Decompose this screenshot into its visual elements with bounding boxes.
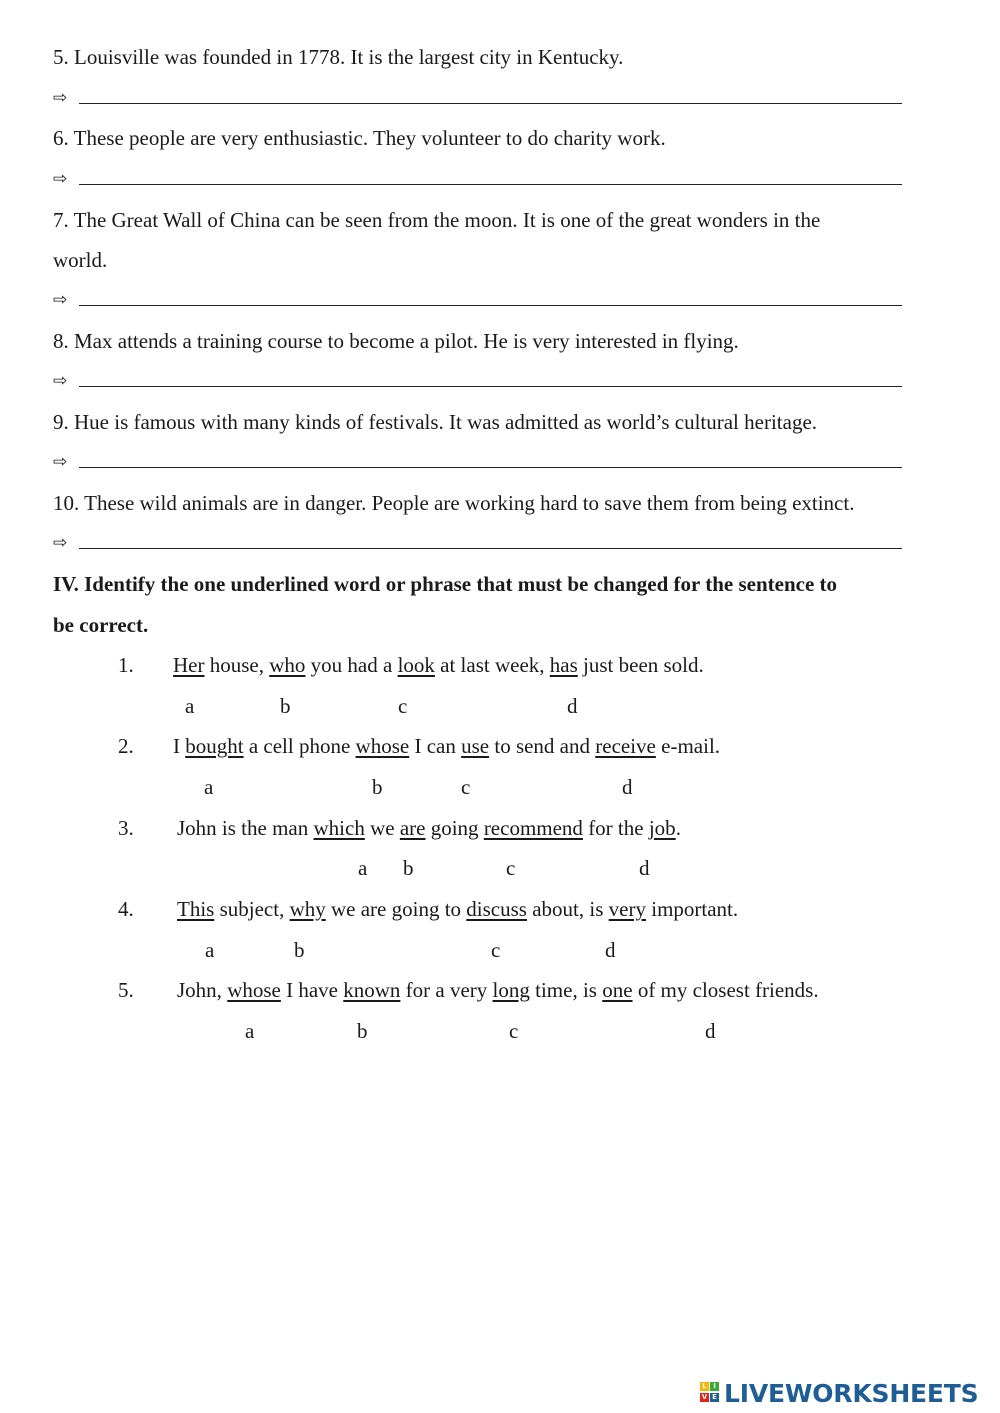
underlined-option: This (177, 897, 215, 921)
question-5 (177, 978, 819, 1002)
arrow-icon: ⇨ (53, 88, 68, 108)
question-number: 1. (118, 653, 134, 677)
answer-row-7 (53, 288, 933, 312)
question-number: 5. (118, 978, 134, 1002)
sentence-text: . (675, 816, 681, 840)
question-number: 3. (118, 816, 134, 840)
option-label-d[interactable]: d (639, 856, 650, 880)
answer-line-8[interactable] (79, 386, 902, 387)
answer-row-10 (53, 531, 933, 555)
sentence-text: house, (204, 653, 270, 677)
underlined-option: which (313, 816, 365, 840)
option-label-b[interactable]: b (294, 938, 305, 962)
underlined-option: use (461, 734, 490, 758)
question-number: 2. (118, 734, 134, 758)
underlined-option: who (269, 653, 306, 677)
option-label-d[interactable]: d (605, 938, 616, 962)
underlined-option: why (289, 897, 326, 921)
sentence-5: 5. Louisville was founded in 1778. It is the largest city in Kentucky. (53, 45, 624, 69)
logo-letter: E (710, 1393, 719, 1402)
answer-line-9[interactable] (79, 467, 902, 468)
arrow-icon: ⇨ (53, 371, 68, 391)
sentence-text: John, (177, 978, 228, 1002)
underlined-option: bought (185, 734, 244, 758)
sentence-7-cont: world. (53, 248, 108, 272)
sentence-text: we are going to (325, 897, 467, 921)
question-3 (177, 816, 681, 840)
underlined-option: has (549, 653, 578, 677)
sentence-text: you had a (305, 653, 398, 677)
section-4-heading-cont: be correct. (53, 613, 149, 637)
option-label-c[interactable]: c (398, 694, 408, 718)
option-label-a[interactable]: a (245, 1019, 255, 1043)
underlined-option: discuss (466, 897, 527, 921)
sentence-text: John is the man (177, 816, 314, 840)
sentence-text: a cell phone (243, 734, 356, 758)
underlined-option: recommend (483, 816, 583, 840)
option-label-b[interactable]: b (357, 1019, 368, 1043)
sentence-text: at last week, (434, 653, 550, 677)
underlined-option: are (399, 816, 426, 840)
sentence-text: time, is (529, 978, 603, 1002)
option-label-c[interactable]: c (461, 775, 471, 799)
section-4-heading: IV. Identify the one underlined word or phrase that must be changed for the sentence to (53, 572, 838, 596)
underlined-option: whose (227, 978, 281, 1002)
sentence-text: e-mail. (655, 734, 721, 758)
liveworksheets-logo (698, 1378, 978, 1408)
option-label-a[interactable]: a (358, 856, 368, 880)
sentence-10: 10. These wild animals are in danger. People are working hard to save them from being extinct. (53, 491, 855, 515)
sentence-text: subject, (214, 897, 290, 921)
sentence-text: to send and (489, 734, 596, 758)
option-label-c[interactable]: c (506, 856, 516, 880)
underlined-option: receive (595, 734, 656, 758)
underlined-option: very (608, 897, 646, 921)
sentence-6: 6. These people are very enthusiastic. They volunteer to do charity work. (53, 126, 666, 150)
sentence-text: I can (409, 734, 462, 758)
sentence-text: of my closest friends. (632, 978, 819, 1002)
sentence-text: just been sold. (577, 653, 704, 677)
sentence-text: we (364, 816, 400, 840)
answer-line-5[interactable] (79, 103, 902, 104)
option-label-c[interactable]: c (509, 1019, 519, 1043)
answer-line-7[interactable] (79, 305, 902, 306)
sentence-text: about, is (526, 897, 609, 921)
option-label-a[interactable]: a (205, 938, 215, 962)
option-label-a[interactable]: a (185, 694, 195, 718)
underlined-option: long (492, 978, 530, 1002)
answer-row-6 (53, 167, 933, 191)
logo-mark-icon (698, 1380, 722, 1406)
sentence-9: 9. Hue is famous with many kinds of festivals. It was admitted as world’s cultural heritage. (53, 410, 818, 434)
underlined-option: known (343, 978, 401, 1002)
arrow-icon: ⇨ (53, 452, 68, 472)
logo-letter: L (700, 1382, 709, 1391)
underlined-option: Her (173, 653, 205, 677)
answer-line-10[interactable] (79, 548, 902, 549)
sentence-8: 8. Max attends a training course to become a pilot. He is very interested in flying. (53, 329, 739, 353)
arrow-icon: ⇨ (53, 290, 68, 310)
sentence-text: for the (582, 816, 649, 840)
option-label-a[interactable]: a (204, 775, 214, 799)
underlined-option: one (602, 978, 633, 1002)
question-number: 4. (118, 897, 134, 921)
arrow-icon: ⇨ (53, 533, 68, 553)
logo-letter: I (710, 1382, 719, 1391)
question-1 (173, 653, 704, 677)
sentence-7: 7. The Great Wall of China can be seen from the moon. It is one of the great wonders in the (53, 208, 821, 232)
question-4 (177, 897, 738, 921)
sentence-text: for a very (400, 978, 493, 1002)
sentence-text: I (173, 734, 186, 758)
option-label-b[interactable]: b (280, 694, 291, 718)
underlined-option: whose (355, 734, 410, 758)
sentence-text: going (425, 816, 484, 840)
option-label-d[interactable]: d (705, 1019, 716, 1043)
answer-line-6[interactable] (79, 184, 902, 185)
underlined-option: job (648, 816, 676, 840)
sentence-text: I have (280, 978, 344, 1002)
answer-row-5 (53, 86, 933, 110)
logo-letter: V (701, 1393, 708, 1401)
answer-row-8 (53, 369, 933, 393)
option-label-b[interactable]: b (372, 775, 383, 799)
option-label-d[interactable]: d (622, 775, 633, 799)
underlined-option: look (397, 653, 435, 677)
sentence-text: important. (645, 897, 739, 921)
arrow-icon: ⇨ (53, 169, 68, 189)
option-label-d[interactable]: d (567, 694, 578, 718)
question-2 (173, 734, 720, 758)
logo-text: LIVEWORKSHEETS (724, 1378, 979, 1408)
option-label-b[interactable]: b (403, 856, 414, 880)
option-label-c[interactable]: c (491, 938, 501, 962)
answer-row-9 (53, 450, 933, 474)
